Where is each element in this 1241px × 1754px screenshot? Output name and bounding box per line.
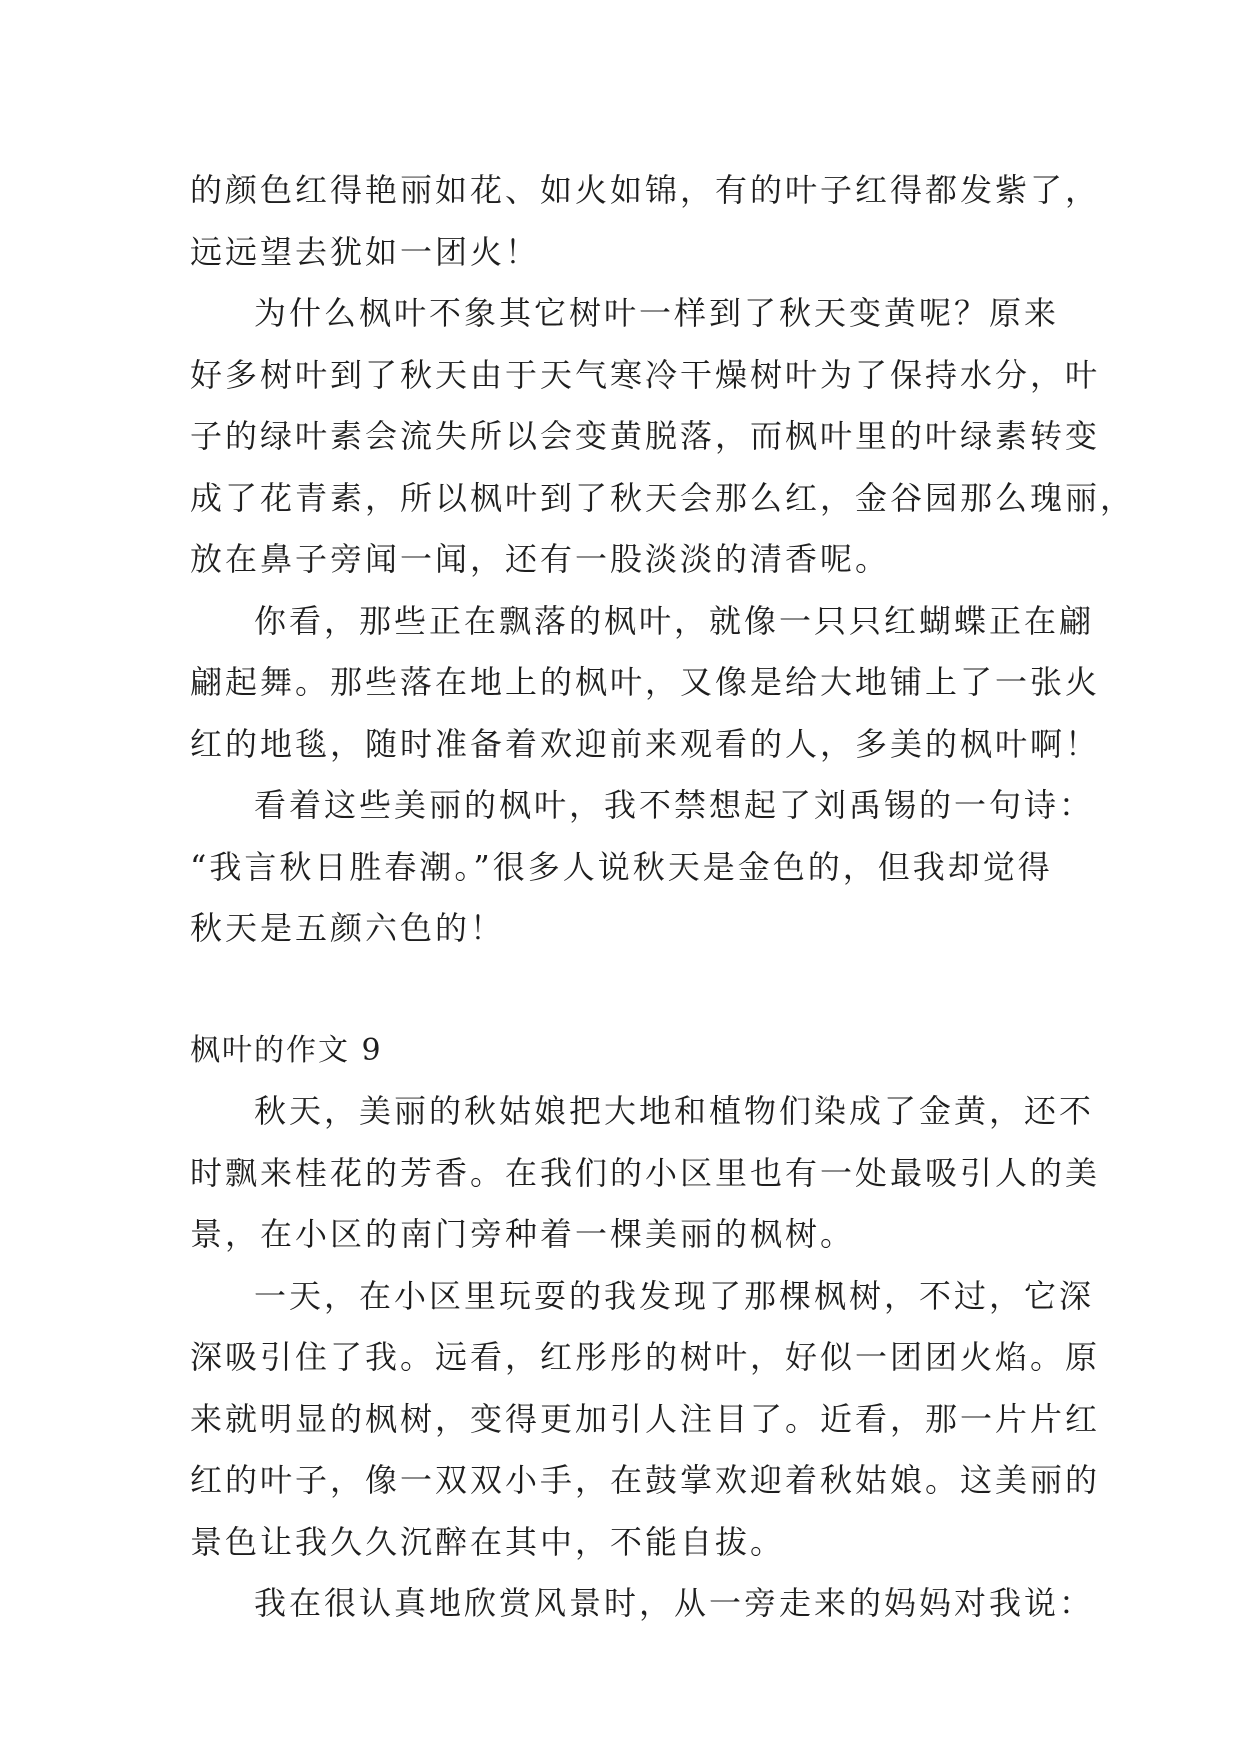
text-line: 放在鼻子旁闻一闻，还有一股淡淡的清香呢。 xyxy=(190,540,891,578)
text-line: 景色让我久久沉醉在其中，不能自拔。 xyxy=(190,1522,786,1561)
text-line: 红的地毯，随时准备着欢迎前来观看的人，多美的枫叶啊！ xyxy=(190,724,1101,763)
text-line: 秋天，美丽的秋姑娘把大地和植物们染成了金黄，还不 xyxy=(254,1092,1095,1130)
text-line: 我在很认真地欣赏风景时，从一旁走来的妈妈对我说： xyxy=(254,1584,1095,1622)
paragraph xyxy=(190,160,1101,283)
text-line: 深吸引住了我。远看，红彤彤的树叶，好似一团团火焰。原 xyxy=(190,1338,1101,1376)
text-line: 景，在小区的南门旁种着一棵美丽的枫树。 xyxy=(190,1215,856,1253)
paragraph xyxy=(190,283,1136,591)
paragraph xyxy=(190,1081,1101,1266)
text-line: 成了花青素，所以枫叶到了秋天会那么红，金谷园那么瑰丽， xyxy=(190,478,1136,517)
text-line: 一天，在小区里玩耍的我发现了那棵枫树，不过，它深 xyxy=(254,1276,1095,1315)
text-line: 你看，那些正在飘落的枫叶，就像一只只红蝴蝶正在翩 xyxy=(254,601,1095,640)
text-line: 翩起舞。那些落在地上的枫叶，又像是给大地铺上了一张火 xyxy=(190,663,1101,701)
paragraph xyxy=(190,775,1095,960)
text-line: 来就明显的枫树，变得更加引人注目了。近看，那一片片红 xyxy=(190,1399,1101,1438)
document-body xyxy=(190,160,1136,1635)
text-line: 的颜色红得艳丽如花、如火如锦，有的叶子红得都发紫了， xyxy=(190,171,1101,209)
paragraph xyxy=(190,1573,1095,1635)
text-line: 看着这些美丽的枫叶，我不禁想起了刘禹锡的一句诗： xyxy=(254,786,1095,824)
text-line: 远远望去犹如一团火！ xyxy=(190,232,541,271)
text-line: 时飘来桂花的芳香。在我们的小区里也有一处最吸引人的美 xyxy=(190,1153,1101,1192)
text-line: “我言秋日胜春潮。”很多人说秋天是金色的，但我却觉得 xyxy=(190,847,1053,886)
paragraph xyxy=(190,1266,1101,1574)
section-spacer xyxy=(190,960,1070,1020)
paragraph xyxy=(190,591,1101,776)
text-line: 子的绿叶素会流失所以会变黄脱落，而枫叶里的叶绿素转变 xyxy=(190,417,1101,455)
text-line: 为什么枫叶不象其它树叶一样到了秋天变黄呢？原来 xyxy=(254,294,1060,332)
section-title: 枫叶的作文 9 xyxy=(190,1032,383,1068)
text-line: 红的叶子，像一双双小手，在鼓掌欢迎着秋姑娘。这美丽的 xyxy=(190,1461,1101,1499)
text-line: 好多树叶到了秋天由于天气寒冷干燥树叶为了保持水分，叶 xyxy=(190,355,1101,394)
text-line: 秋天是五颜六色的！ xyxy=(190,909,506,947)
